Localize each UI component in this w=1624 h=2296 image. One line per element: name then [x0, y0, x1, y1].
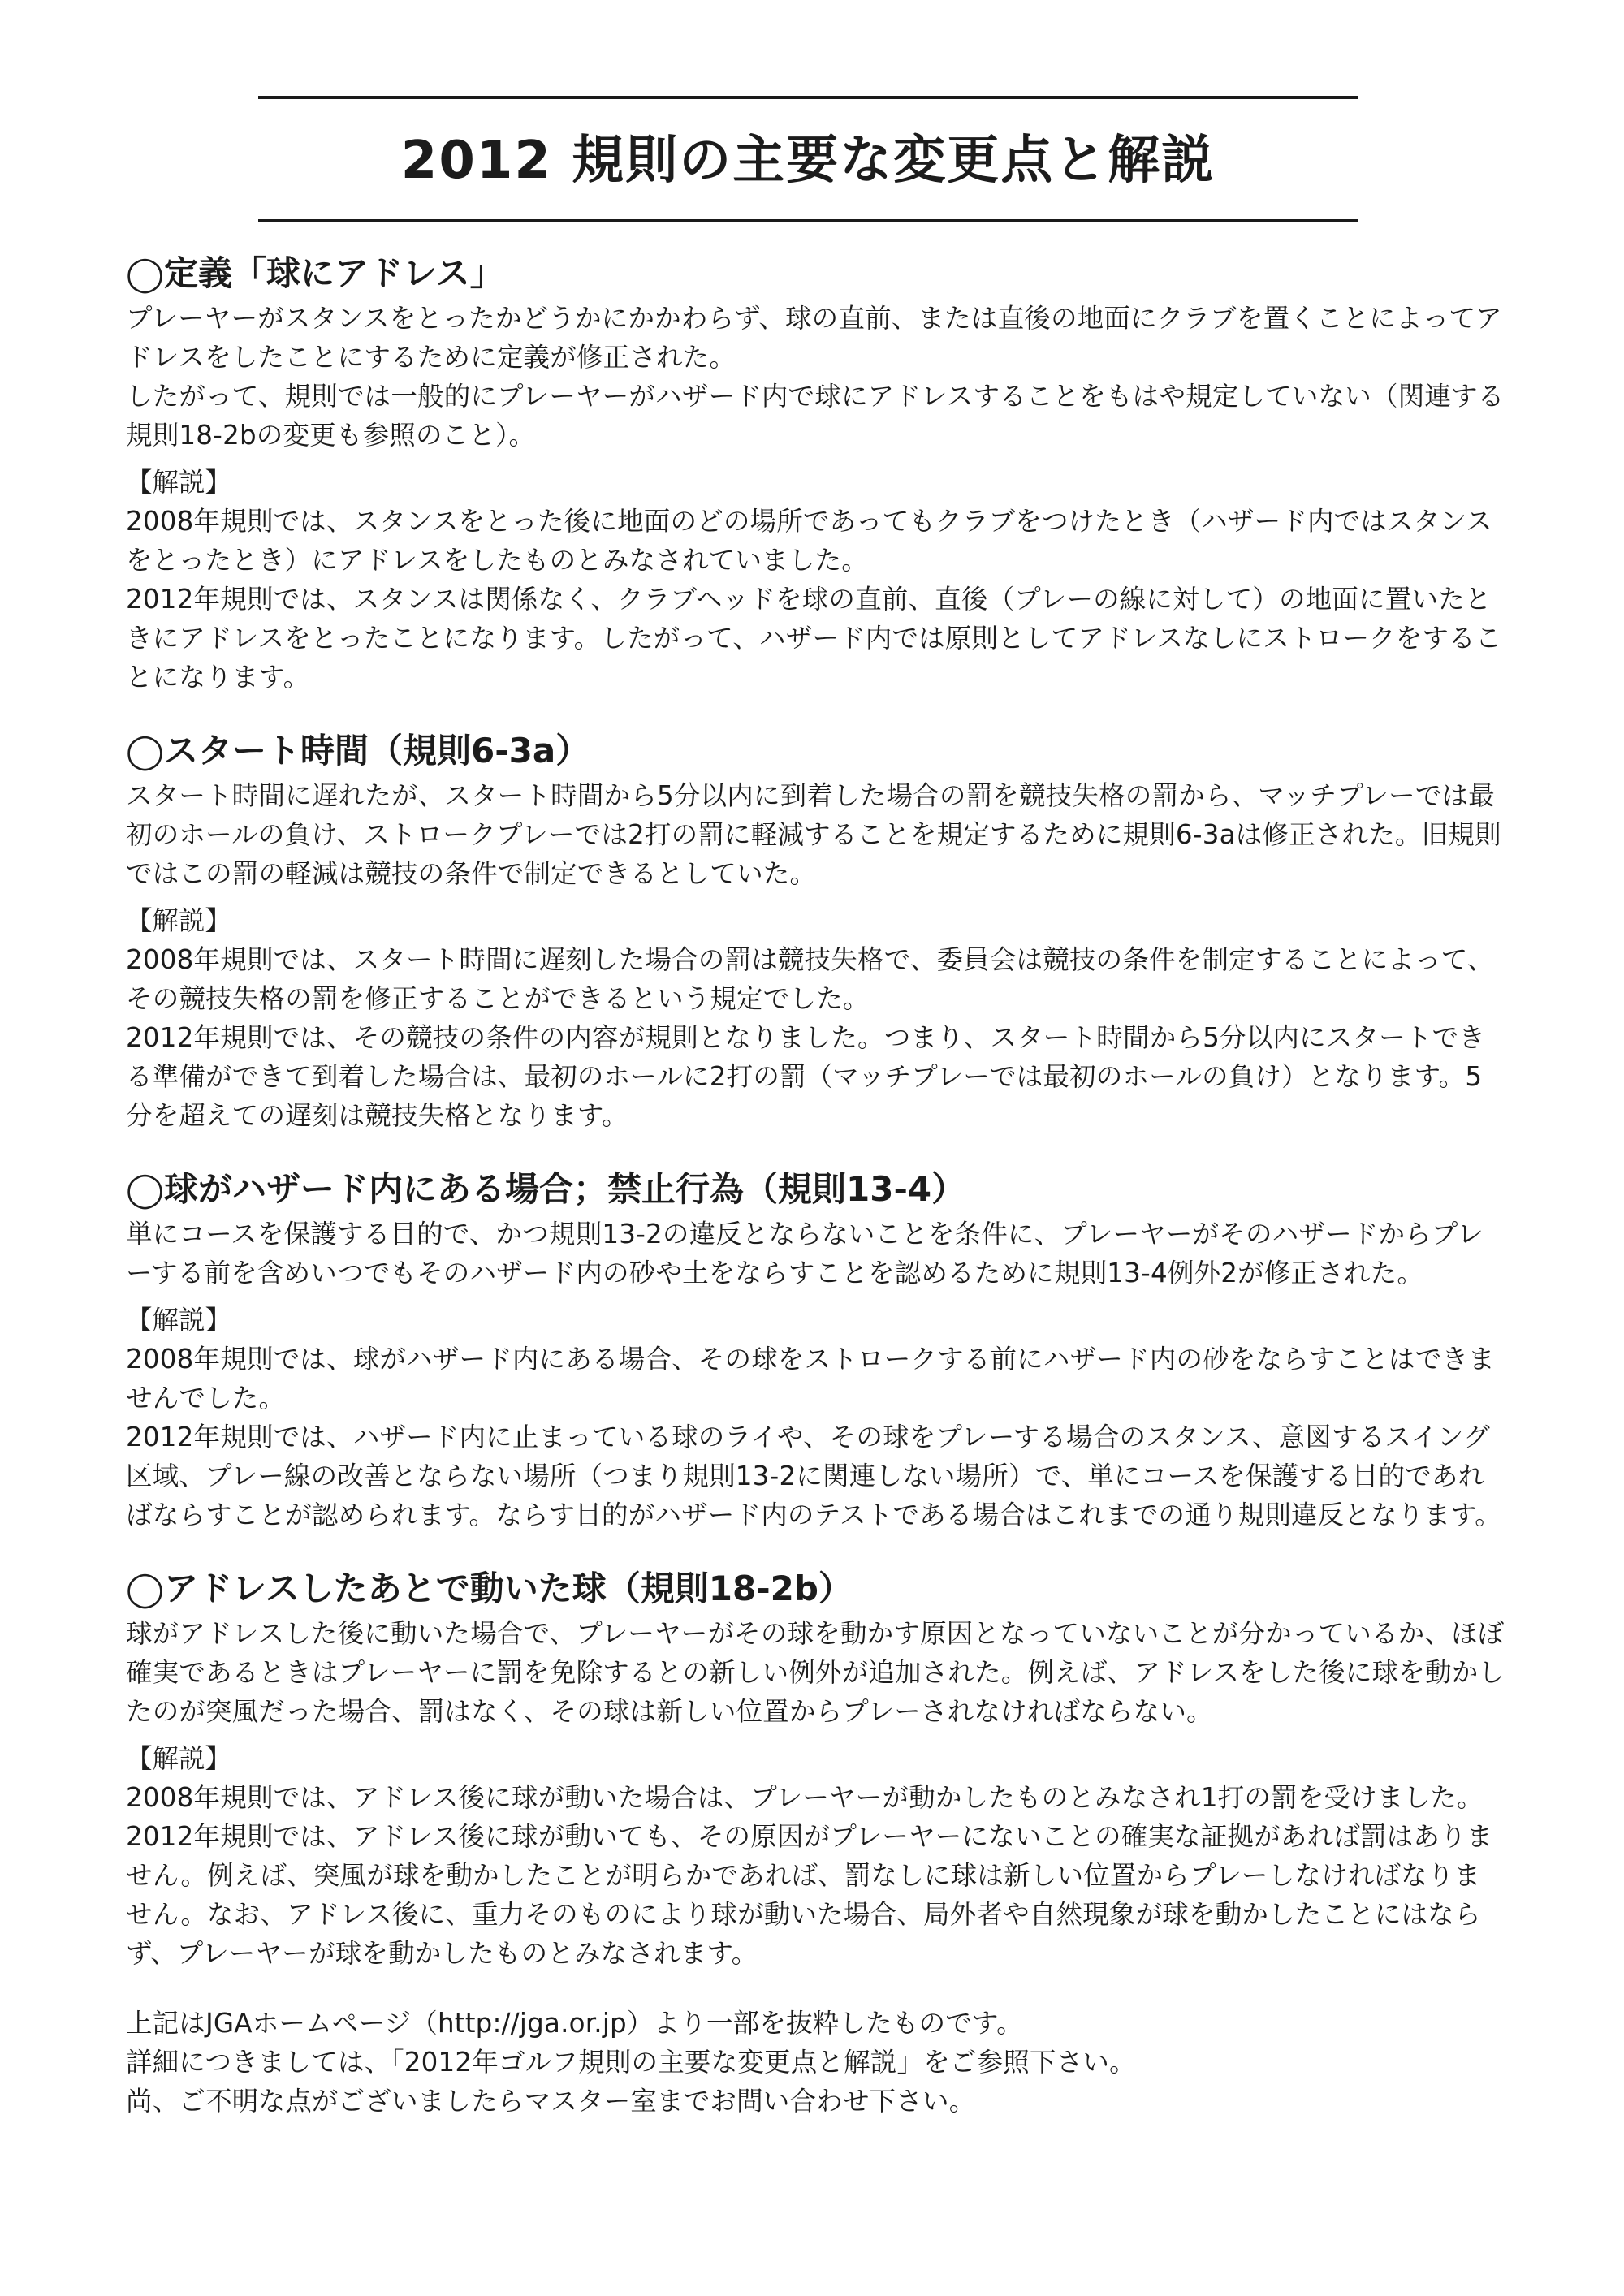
explanation-paragraph: 2008年規則では、スタンスをとった後に地面のどの場所であってもクラブをつけたとき（ハザード内ではスタンスをとったとき）にアドレスをしたものとみなされていました。 [126, 506, 1492, 576]
title-block [258, 96, 1358, 222]
explanation-label: 【解説】 [126, 467, 232, 498]
section-heading: ◯アドレスしたあとで動いた球（規則18-2b） [126, 1569, 853, 1608]
explanation-paragraph: 2008年規則では、球がハザード内にある場合、その球をストロークする前にハザード内の砂をならすことはできませんでした。 [126, 1344, 1495, 1413]
title-bottom-rule [258, 219, 1358, 222]
explanation-paragraph: 2012年規則では、その競技の条件の内容が規則となりました。つまり、スタート時間から5分以内にスタートできる準備ができて到着した場合は、最初のホールに2打の罰（マッチプレーでは最初のホールの負け）となります。5分を超えての遅刻は競技失格となります。 [126, 1022, 1485, 1131]
explanation-label: 【解説】 [126, 1743, 232, 1774]
footer-notes [126, 2004, 1506, 2121]
section-address-definition [126, 250, 1506, 697]
page-title: 2012 規則の主要な変更点と解説 [400, 131, 1216, 191]
document-content [126, 250, 1506, 2121]
footer-line: 尚、ご不明な点がございましたらマスター室までお問い合わせ下さい。 [126, 2086, 976, 2117]
explanation-paragraph: 2012年規則では、スタンスは関係なく、クラブヘッドを球の直前、直後（プレーの線に対して）の地面に置いたときにアドレスをとったことになります。したがって、ハザード内では原則としてアドレスなしにストロークをすることになります。 [126, 584, 1502, 693]
explanation-label: 【解説】 [126, 905, 232, 936]
section-ball-in-hazard [126, 1166, 1506, 1534]
explanation-paragraph: 2008年規則では、スタート時間に遅刻した場合の罰は競技失格で、委員会は競技の条件を制定することによって、その競技失格の罰を修正することができるという規定でした。 [126, 944, 1494, 1014]
section-body-paragraph: 単にコースを保護する目的で、かつ規則13-2の違反とならないことを条件に、プレーヤーがそのハザードからプレーする前を含めいつでもそのハザード内の砂や土をならすことを認めるために規則13-4例外2が修正された。 [126, 1219, 1484, 1288]
section-body-paragraph: プレーヤーがスタンスをとったかどうかにかかわらず、球の直前、または直後の地面にクラブを置くことによってアドレスをしたことにするために定義が修正された。 [126, 303, 1502, 373]
section-heading: ◯定義「球にアドレス」 [126, 253, 504, 293]
footer-line: 詳細につきましては、「2012年ゴルフ規則の主要な変更点と解説」をご参照下さい。 [126, 2047, 1136, 2078]
section-body-paragraph: したがって、規則では一般的にプレーヤーがハザード内で球にアドレスすることをもはや規定していない（関連する規則18-2bの変更も参照のこと）。 [126, 381, 1505, 451]
footer-line: 上記はJGAホームページ（http://jga.or.jp）より一部を抜粋したものです。 [126, 2008, 1023, 2039]
section-heading: ◯球がハザード内にある場合；禁止行為（規則13-4） [126, 1169, 966, 1209]
section-ball-moving-after-address [126, 1565, 1506, 1973]
section-body-paragraph: 球がアドレスした後に動いた場合で、プレーヤーがその球を動かす原因となっていないことが分かっているか、ほぼ確実であるときはプレーヤーに罰を免除するとの新しい例外が追加された。例えば、アドレスをした後に球を動かしたのが突風だった場合、罰はなく、その球は新しい位置からプレーされなければならない。 [126, 1618, 1505, 1727]
explanation-paragraph: 2008年規則では、アドレス後に球が動いた場合は、プレーヤーが動かしたものとみなされ1打の罰を受けました。 [126, 1782, 1484, 1813]
explanation-paragraph: 2012年規則では、ハザード内に止まっている球のライや、その球をプレーする場合のスタンス、意図するスイング区域、プレー線の改善とならない場所（つまり規則13-2に関連しない場所）で、単にコースを保護する目的であればならすことが認められます。ならす目的がハザード内のテストである場合はこれまでの通り規則違反となります。 [126, 1422, 1501, 1530]
section-starting-time [126, 727, 1506, 1135]
title-top-rule [258, 96, 1358, 99]
explanation-label: 【解説】 [126, 1305, 232, 1336]
section-body-paragraph: スタート時間に遅れたが、スタート時間から5分以内に到着した場合の罰を競技失格の罰から、マッチプレーでは最初のホールの負け、ストロークプレーでは2打の罰に軽減することを規定するために規則6-3aは修正された。旧規則ではこの罰の軽減は競技の条件で制定できるとしていた。 [126, 780, 1501, 889]
section-heading: ◯スタート時間（規則6-3a） [126, 731, 590, 770]
explanation-paragraph: 2012年規則では、アドレス後に球が動いても、その原因がプレーヤーにないことの確実な証拠があれば罰はありません。例えば、突風が球を動かしたことが明らかであれば、罰なしに球は新しい位置からプレーしなければなりません。なお、アドレス後に、重力そのものにより球が動いた場合、局外者や自然現象が球を動かしたことにはならず、プレーヤーが球を動かしたものとみなされます。 [126, 1821, 1493, 1969]
